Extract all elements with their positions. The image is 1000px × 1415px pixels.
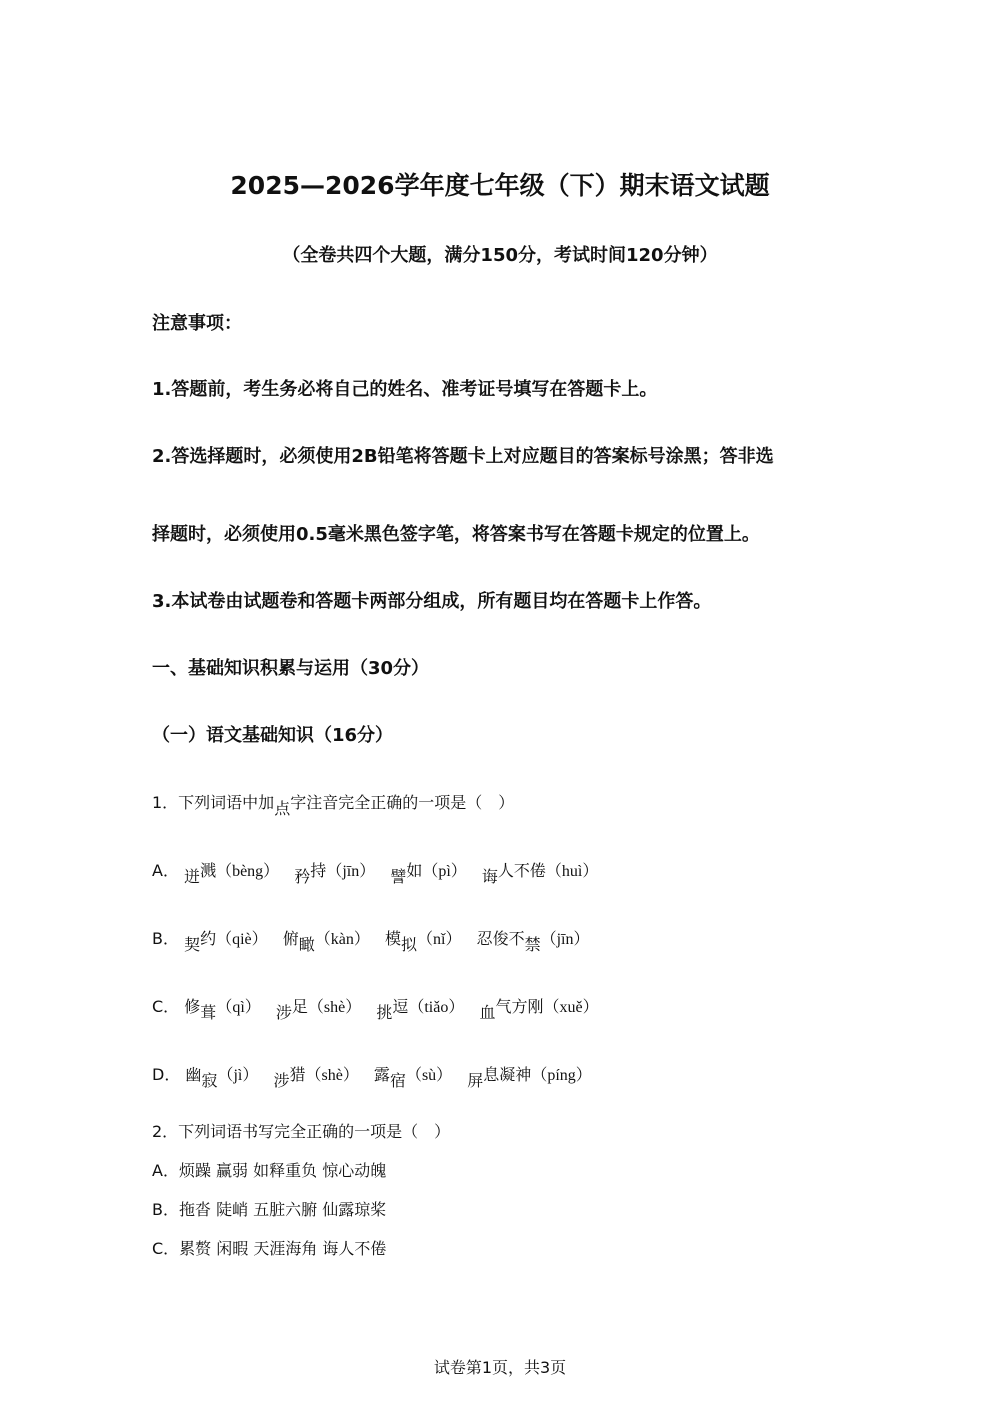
dotted-character: 屏 <box>467 1071 484 1090</box>
option-word: 挑逗（tiǎo） <box>376 997 465 1022</box>
question-2-option-c: C．累赘 闲暇 天涯海角 诲人不倦 <box>152 1239 387 1258</box>
option-word: 矜持（jīn） <box>294 861 376 886</box>
dotted-character: 契 <box>184 935 201 954</box>
pinyin: （shè） <box>307 999 362 1016</box>
pinyin: （jīn） <box>326 863 376 880</box>
option-label: D． <box>152 1065 181 1084</box>
option-word: 露宿（sù） <box>373 1065 453 1090</box>
notice-item-3: 3.本试卷由试题卷和答题卡两部分组成，所有题目均在答题卡上作答。 <box>152 591 712 612</box>
option-label: B． <box>152 929 179 948</box>
question-1-option-b <box>152 926 590 953</box>
question-2-stem: 2．下列词语书写完全正确的一项是（ ） <box>152 1122 451 1141</box>
dotted-character: 挑 <box>376 1003 393 1022</box>
dotted-character: 拟 <box>401 935 418 954</box>
pinyin: （kàn） <box>314 931 370 948</box>
dotted-character: 瞰 <box>298 935 315 954</box>
dotted-character: 寂 <box>201 1071 218 1090</box>
option-word: 迸溅（bèng） <box>184 861 280 886</box>
question-2-option-b: B．拖沓 陡峭 五脏六腑 仙露琼桨 <box>152 1200 387 1219</box>
page-title: 2025—2026学年度七年级（下）期末语文试题 <box>230 171 770 200</box>
pinyin: （shè） <box>305 1067 359 1084</box>
question-1-stem <box>152 790 514 816</box>
option-word: 忍俊不禁（jīn） <box>476 929 590 954</box>
dotted-character: 譬 <box>390 867 407 886</box>
dotted-character: 诲 <box>481 867 498 886</box>
question-1-stem-dot: 点 <box>274 799 291 818</box>
dotted-character: 涉 <box>273 1071 290 1090</box>
dotted-character: 禁 <box>524 935 541 954</box>
pinyin: （tiǎo） <box>408 999 465 1016</box>
question-1-stem-before: 1．下列词语中加 <box>152 793 275 812</box>
question-1-stem-after: 字注音完全正确的一项是（ ） <box>290 793 515 812</box>
pinyin: （qiè） <box>216 931 268 948</box>
dotted-character: 涉 <box>275 1003 292 1022</box>
page-footer: 试卷第1页，共3页 <box>433 1358 567 1377</box>
option-word: 涉足（shè） <box>275 997 362 1022</box>
option-word: 修葺（qì） <box>184 997 261 1022</box>
page-subtitle: （全卷共四个大题，满分150分，考试时间120分钟） <box>282 245 718 266</box>
question-1-option-c <box>152 994 599 1021</box>
question-1-option-d <box>152 1062 592 1089</box>
pinyin: （huì） <box>545 863 599 880</box>
pinyin: （jīn） <box>540 931 590 948</box>
pinyin: （sù） <box>405 1067 453 1084</box>
pinyin: （jì） <box>217 1067 259 1084</box>
dotted-character: 迸 <box>184 867 201 886</box>
section-1-sub-heading: （一）语文基础知识（16分） <box>152 725 394 746</box>
pinyin: （pì） <box>422 863 467 880</box>
option-label: C． <box>152 997 180 1016</box>
option-word: 模拟（nǐ） <box>385 929 462 954</box>
dotted-character: 葺 <box>200 1003 217 1022</box>
option-word: 契约（qiè） <box>184 929 268 954</box>
pinyin: （xuě） <box>543 999 599 1016</box>
option-word: 诲人不倦（huì） <box>481 861 599 886</box>
pinyin: （qì） <box>216 999 261 1016</box>
dotted-character: 宿 <box>389 1071 406 1090</box>
pinyin: （píng） <box>531 1067 592 1084</box>
notice-item-2-line-2: 择题时，必须使用0.5毫米黑色签字笔，将答案书写在答题卡规定的位置上。 <box>152 524 760 545</box>
section-1-heading: 一、基础知识积累与运用（30分） <box>152 658 430 679</box>
option-word: 屏息凝神（píng） <box>467 1065 592 1090</box>
pinyin: （bèng） <box>216 863 280 880</box>
option-label: A． <box>152 861 179 880</box>
option-word: 譬如（pì） <box>390 861 467 886</box>
notice-item-2-line-1: 2.答选择题时，必须使用2B铅笔将答题卡上对应题目的答案标号涂黑；答非选 <box>152 446 774 467</box>
notice-item-1: 1.答题前，考生务必将自己的姓名、准考证号填写在答题卡上。 <box>152 379 658 400</box>
dotted-character: 矜 <box>294 867 311 886</box>
pinyin: （nǐ） <box>417 931 462 948</box>
option-word: 俯瞰（kàn） <box>282 929 370 954</box>
option-word: 血气方刚（xuě） <box>479 997 599 1022</box>
option-word: 涉猎（shè） <box>273 1065 359 1090</box>
dotted-character: 血 <box>479 1003 496 1022</box>
question-2-option-a: A．烦躁 赢弱 如释重负 惊心动魄 <box>152 1161 387 1180</box>
question-1-option-a <box>152 858 598 885</box>
notice-heading: 注意事项： <box>152 313 242 334</box>
option-word: 幽寂（jì） <box>185 1065 259 1090</box>
